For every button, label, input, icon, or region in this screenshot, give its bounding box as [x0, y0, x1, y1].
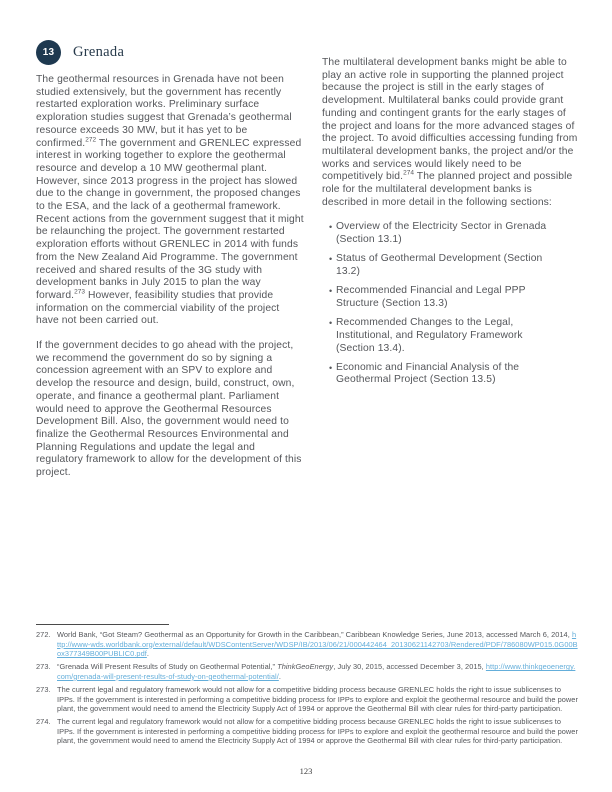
footnote-272: [36, 630, 578, 659]
footnote-number: 272.: [36, 630, 51, 639]
list-item-text: Economic and Financial Analysis of the Geothermal Project (Section 13.5): [336, 361, 520, 386]
footnote-number: 274.: [36, 717, 51, 727]
bullet-icon: •: [329, 254, 333, 265]
footnote-publication-name: ThinkGeoEnergy: [277, 662, 334, 672]
footnote-text: The current legal and regulatory framework would not allow for a competitive bidding process because GRENLEC holds the right to issue sublicenses to IPPs. If the government is interested in performing a competitive bidding process for IPPs to explore and exploit the geothermal resource and build the power plant, the government would need to amend the Electricity Supply Act of 1994 or approve the Geothermal Bill with clear rules for third-party participation.: [57, 684, 578, 714]
footnote-text: , July 30, 2015, accessed December 3, 2015,: [333, 662, 486, 672]
list-item: [322, 221, 580, 246]
paragraph-text: The government and GRENLEC expressed interest in working together to explore the geothermal resource and develop a 10 MW geothermal plant. However, since 2013 progress in the project has slowed due to the change in government, the proposed changes to the ESA, and the lack of a geothermal framework. Recent actions from the government suggest that it might be relaunching the project. The government restarted exploration efforts without GRENLEC in 2014 with funds from the New Zealand Aid Programme. The government received and shared results of the 3G study with development banks in July 2015 to plan the way forward.: [36, 137, 304, 301]
paragraph-text: The planned project and possible role for the multilateral development banks is described in more detail in the following sections:: [322, 171, 573, 208]
list-item: [322, 285, 580, 310]
footnote-273-citation: [36, 662, 578, 681]
right-column: [322, 57, 580, 394]
footnote-separator: [36, 624, 169, 625]
footnote-body: [57, 630, 578, 659]
list-item-text: Overview of the Electricity Sector in Grenada (Section 13.1): [336, 221, 547, 246]
list-item: [322, 253, 580, 278]
footnote-ref-272: 272: [85, 136, 97, 144]
list-item-text: Recommended Financial and Legal PPP Structure (Section 13.3): [336, 285, 526, 309]
footnote-ref-273: 273: [74, 288, 86, 296]
left-column: [36, 74, 304, 492]
list-item: [322, 362, 580, 387]
paragraph-text: However, feasibility studies that provide information on the commercial viability of the project have not been carried out.: [36, 289, 280, 327]
bullet-icon: •: [329, 286, 333, 297]
footnote-text: .: [278, 671, 281, 681]
footnote-274: [36, 717, 578, 746]
paragraph-geothermal-resources: [36, 74, 304, 328]
bullet-icon: •: [329, 362, 333, 373]
footnote-body: [57, 662, 578, 681]
page-number: 123: [299, 766, 313, 776]
footnote-273-link[interactable]: http://www.thinkgeoenergy.com/grenada-will-present-results-of-study-on-geothermal-potential/: [57, 662, 576, 681]
chapter-header: [36, 40, 124, 65]
paragraph-text: The geothermal resources in Grenada have not been studied extensively, but the government has recently restarted exploration works. Preliminary surface exploration studies suggest that Grenada’s geothermal resource exceeds 30 MW, but it has yet to be confirmed.: [36, 74, 292, 149]
paragraph-recommendation: If the government decides to go ahead with the project, we recommend the government do so by signing a concession agreement with an SPV to explore and develop the resource and design, build, construct, own, operate, and finance a geothermal plant. Parliament would need to approve the Geothermal Resources Development Bill. Also, the government would need to finalize the Geothermal Resources Environmental and Planning Regulations and update the legal and regulatory framework to allow for the development of this project.: [36, 340, 302, 479]
footnote-number: 273.: [36, 684, 51, 694]
paragraph-text: The multilateral development banks might be able to play an active role in supporting the planned project because the project is still in the early stages of development. Multilateral banks could provide grant funding and contingent grants for the early stages of the project and loans for the more advanced stages of the project. To avoid difficulties accessing funding from multilateral development banks, the project and/or the works and services would likely need to be competitively bid.: [322, 57, 578, 183]
footnote-text: .: [146, 649, 149, 659]
list-item: [322, 317, 580, 355]
bullet-icon: •: [329, 222, 333, 233]
footnotes: [36, 630, 578, 750]
footnote-body: [57, 717, 578, 746]
section-list: [322, 221, 580, 387]
footnote-text: The current legal and regulatory framework would not allow for a competitive bidding process because GRENLEC holds the right to issue sublicenses to IPPs. If the government is interested in performing a competitive bidding process for IPPs to explore and exploit the geothermal resource and build the power plant, the government would need to amend the Electricity Supply Act of 1994 or approve the Geothermal Bill with clear rules for third-party participation.: [57, 717, 578, 746]
chapter-title: Grenada: [73, 44, 125, 60]
footnote-ref-274: 274: [403, 169, 414, 177]
paragraph-multilateral-banks: [322, 57, 580, 209]
footnote-body: [57, 685, 578, 714]
footnote-number: 273.: [36, 662, 51, 672]
chapter-number: 13: [42, 47, 55, 58]
chapter-number-badge: [36, 40, 61, 65]
list-item-text: Recommended Changes to the Legal, Institutional, and Regulatory Framework (Section 13.4).: [336, 317, 523, 354]
bullet-icon: •: [329, 318, 333, 329]
footnote-273-legal: [36, 685, 578, 714]
footnote-272-link[interactable]: http://www-wds.worldbank.org/external/default/WDSContentServer/WDSP/IB/2013/06/21/000442464_20130621142703/Rendered/PDF/786080WP015.0G00Box377349B00PUBLIC0.pdf: [57, 630, 578, 659]
list-item-text: Status of Geothermal Development (Section 13.2): [336, 253, 543, 278]
footnote-text: World Bank, “Got Steam? Geothermal as an Opportunity for Growth in the Caribbean,” Caribbean Knowledge Series, June 2013, accessed March 6, 2014,: [57, 630, 572, 639]
footnote-text: “Grenada Will Present Results of Study on Geothermal Potential,”: [57, 662, 278, 672]
